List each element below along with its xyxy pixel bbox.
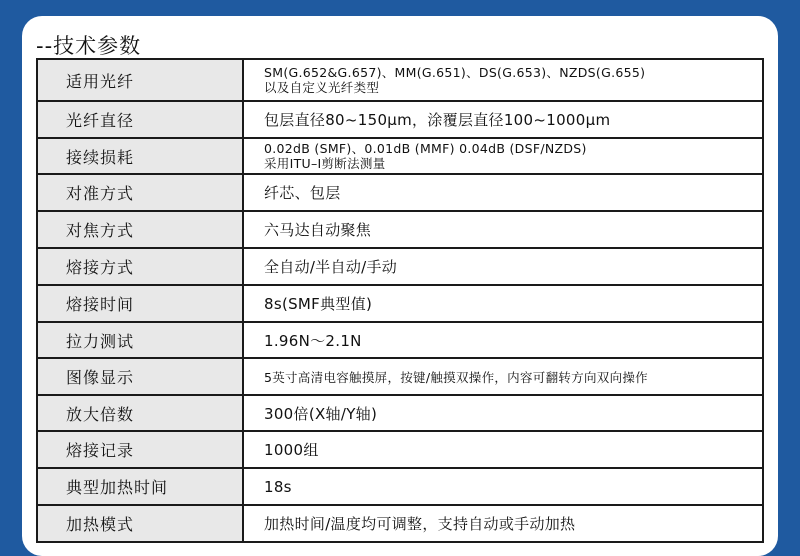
spec-row — [37, 358, 763, 395]
spec-row — [37, 59, 763, 101]
spec-value — [243, 211, 763, 248]
spec-table — [36, 58, 764, 543]
spec-label: 拉力测试 — [37, 322, 243, 358]
spec-row — [37, 505, 763, 542]
spec-value-line: 1.96N～2.1N — [264, 331, 362, 350]
spec-value — [243, 138, 763, 174]
spec-value-line: SM(G.652&G.657)、MM(G.651)、DS(G.653)、NZDS(G.655) — [264, 65, 646, 80]
spec-label: 放大倍数 — [37, 395, 243, 431]
spec-value — [243, 248, 763, 285]
spec-row — [37, 174, 763, 211]
spec-row — [37, 211, 763, 248]
spec-row — [37, 101, 763, 138]
spec-value — [243, 101, 763, 138]
spec-label: 对准方式 — [37, 174, 243, 211]
spec-label: 熔接时间 — [37, 285, 243, 322]
spec-value — [243, 322, 763, 358]
spec-value — [243, 468, 763, 505]
spec-value-line: 1000组 — [264, 441, 319, 459]
spec-value-line: 加热时间/温度均可调整，支持自动或手动加热 — [264, 515, 576, 533]
spec-row — [37, 395, 763, 431]
spec-value-line: 300倍(X轴/Y轴) — [264, 404, 378, 423]
spec-value-line: 全自动/半自动/手动 — [264, 258, 398, 276]
spec-value — [243, 59, 763, 101]
spec-value — [243, 395, 763, 431]
spec-row — [37, 138, 763, 174]
spec-value-line: 包层直径80~150μm，涂覆层直径100~1000μm — [264, 111, 611, 129]
spec-label: 典型加热时间 — [37, 468, 243, 505]
spec-row — [37, 431, 763, 468]
spec-row — [37, 322, 763, 358]
spec-label: 熔接记录 — [37, 431, 243, 468]
spec-value-line: 8s(SMF典型值) — [264, 295, 373, 313]
spec-row — [37, 248, 763, 285]
spec-value-line: 采用ITU–I剪断法测量 — [264, 156, 386, 171]
spec-label: 接续损耗 — [37, 138, 243, 174]
spec-value-line: 以及自定义光纤类型 — [264, 80, 380, 95]
spec-label: 加热模式 — [37, 505, 243, 542]
spec-value — [243, 174, 763, 211]
spec-value-line: 5英寸高清电容触摸屏，按键/触摸双操作，内容可翻转方向双向操作 — [264, 369, 648, 385]
spec-value — [243, 358, 763, 395]
spec-value — [243, 431, 763, 468]
spec-row — [37, 468, 763, 505]
spec-value — [243, 505, 763, 542]
section-title: --技术参数 — [36, 34, 142, 58]
spec-value-line: 18s — [264, 477, 292, 496]
spec-row — [37, 285, 763, 322]
spec-label: 光纤直径 — [37, 101, 243, 138]
spec-label: 适用光纤 — [37, 59, 243, 101]
spec-value-line: 六马达自动聚焦 — [264, 221, 372, 239]
spec-label: 对焦方式 — [37, 211, 243, 248]
spec-value-line: 纤芯、包层 — [264, 184, 341, 202]
spec-label: 图像显示 — [37, 358, 243, 395]
spec-value-line: 0.02dB (SMF)、0.01dB (MMF) 0.04dB (DSF/NZDS) — [264, 141, 587, 156]
spec-value — [243, 285, 763, 322]
spec-label: 熔接方式 — [37, 248, 243, 285]
